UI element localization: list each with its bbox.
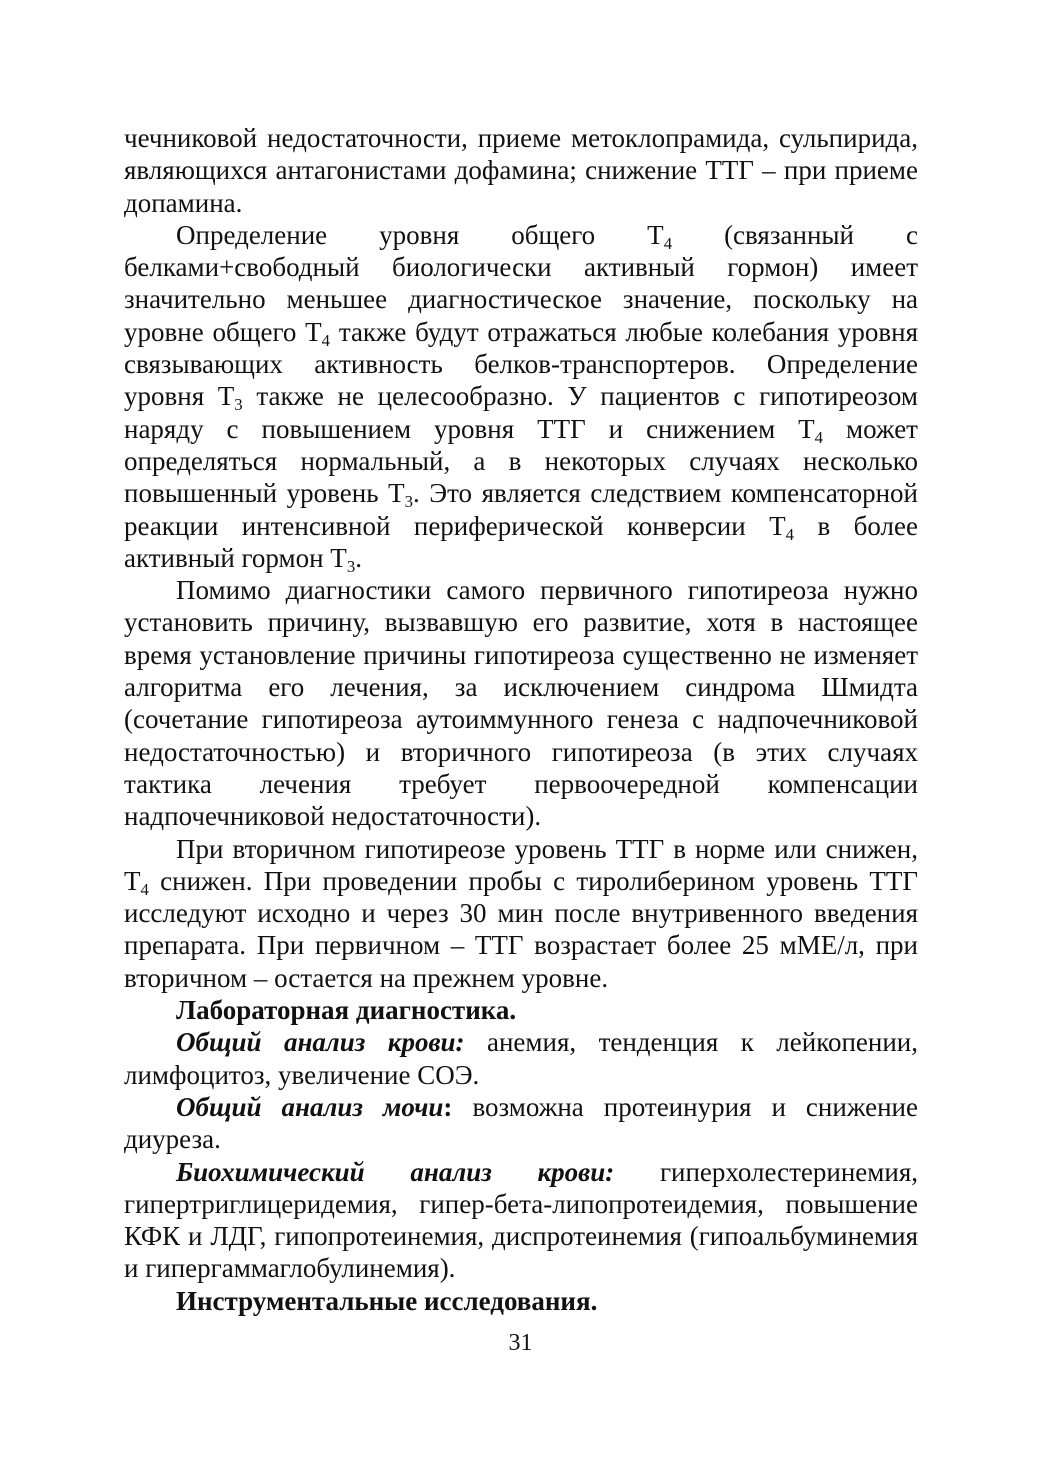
text-run: возможна протеинурия и снижение диуреза. [124, 1091, 918, 1155]
paragraph-urine-test [124, 1091, 918, 1156]
subscript: 3 [234, 395, 243, 415]
heading-lab-diagnostics [124, 994, 918, 1026]
paragraph-secondary-hypothyroidism [124, 833, 918, 994]
subscript: 3 [404, 492, 413, 512]
heading-text: Инструментальные исследования. [176, 1285, 598, 1316]
paragraph-continuation [124, 122, 918, 219]
paragraph-total-t4 [124, 219, 918, 574]
subscript: 4 [814, 427, 824, 447]
text-run: чечниковой недостаточности, приеме метоклопрамида, сульпирида, являющихся антагонистами дофамина; снижение ТТГ – при приеме допамина. [124, 123, 918, 218]
text-run: гиперхолестеринемия, гипертриглицеридемия, гипер-бета-липопротеидемия, повышение КФК и ЛДГ, гипопротеинемия, диспротеинемия (гипоальбуминемия и гипергаммаглобулинемия). [124, 1156, 918, 1284]
subscript: 4 [321, 330, 331, 350]
subscript: 3 [346, 556, 356, 576]
text-run: в более активный гормон Т [124, 510, 919, 573]
text-run: Помимо диагностики самого первичного гипотиреоза нужно установить причину, вызвавшую его развитие, хотя в настоящее время установление причины гипотиреоза существенно не изменяет алгоритма его лечения, за исключением синдрома Шмидта (сочетание гипотиреоза аутоиммунного генеза с надпочечниковой недостаточностью) и вторичного гипотиреоза (в этих случаях тактика лечения требует первоочередной компенсации надпочечниковой недостаточности). [124, 575, 918, 832]
paragraph-biochem-test [124, 1156, 918, 1285]
text-run: может определяться нормальный, а в некоторых случаях несколько повышенный уровень Т [124, 413, 918, 509]
text-run: . Это является следствием компенсаторной реакции интенсивной периферической конверсии Т [124, 478, 918, 541]
run-in-label: Общий анализ мочи [176, 1091, 444, 1122]
run-in-label: Биохимический анализ крови: [176, 1156, 615, 1187]
paragraph-primary-cause [124, 574, 918, 832]
subscript: 4 [785, 524, 795, 544]
text-run: анемия, тенденция к лейкопении, лимфоцитоз, увеличение СОЭ. [124, 1027, 918, 1090]
text-run: При вторичном гипотиреозе уровень ТТГ в норме или снижен, Т [124, 833, 918, 896]
page-number: 31 [508, 1330, 533, 1356]
text-run: Определение уровня общего Т [176, 219, 664, 250]
subscript: 4 [140, 879, 149, 899]
text-run: также не целесообразно. У пациентов с гипотиреозом наряду с повышением уровня ТТГ и снижением Т [124, 381, 918, 444]
run-in-colon: : [443, 1091, 453, 1122]
subscript: 4 [663, 233, 673, 253]
run-in-label: Общий анализ крови: [176, 1027, 465, 1058]
heading-instrumental-studies [124, 1285, 918, 1317]
text-run: (связанный с белками+свободный биологически активный гормон) имеет значительно меньшее диагностическое значение, поскольку на уровне общего Т [124, 219, 918, 347]
heading-text: Лабораторная диагностика. [176, 995, 517, 1026]
text-run: снижен. При проведении пробы с тиролиберином уровень ТТГ исследуют исходно и через 30 мин после внутривенного введения препарата. При первичном – ТТГ возрастает более 25 мМЕ/л, при вторичном – остается на прежнем уровне. [124, 865, 918, 993]
paragraph-blood-test [124, 1026, 918, 1091]
text-run: . [355, 542, 362, 573]
page-body [124, 122, 918, 1317]
text-run: также будут отражаться любые колебания уровня связывающих активность белков-транспортеров. Определение уровня Т [124, 316, 918, 412]
